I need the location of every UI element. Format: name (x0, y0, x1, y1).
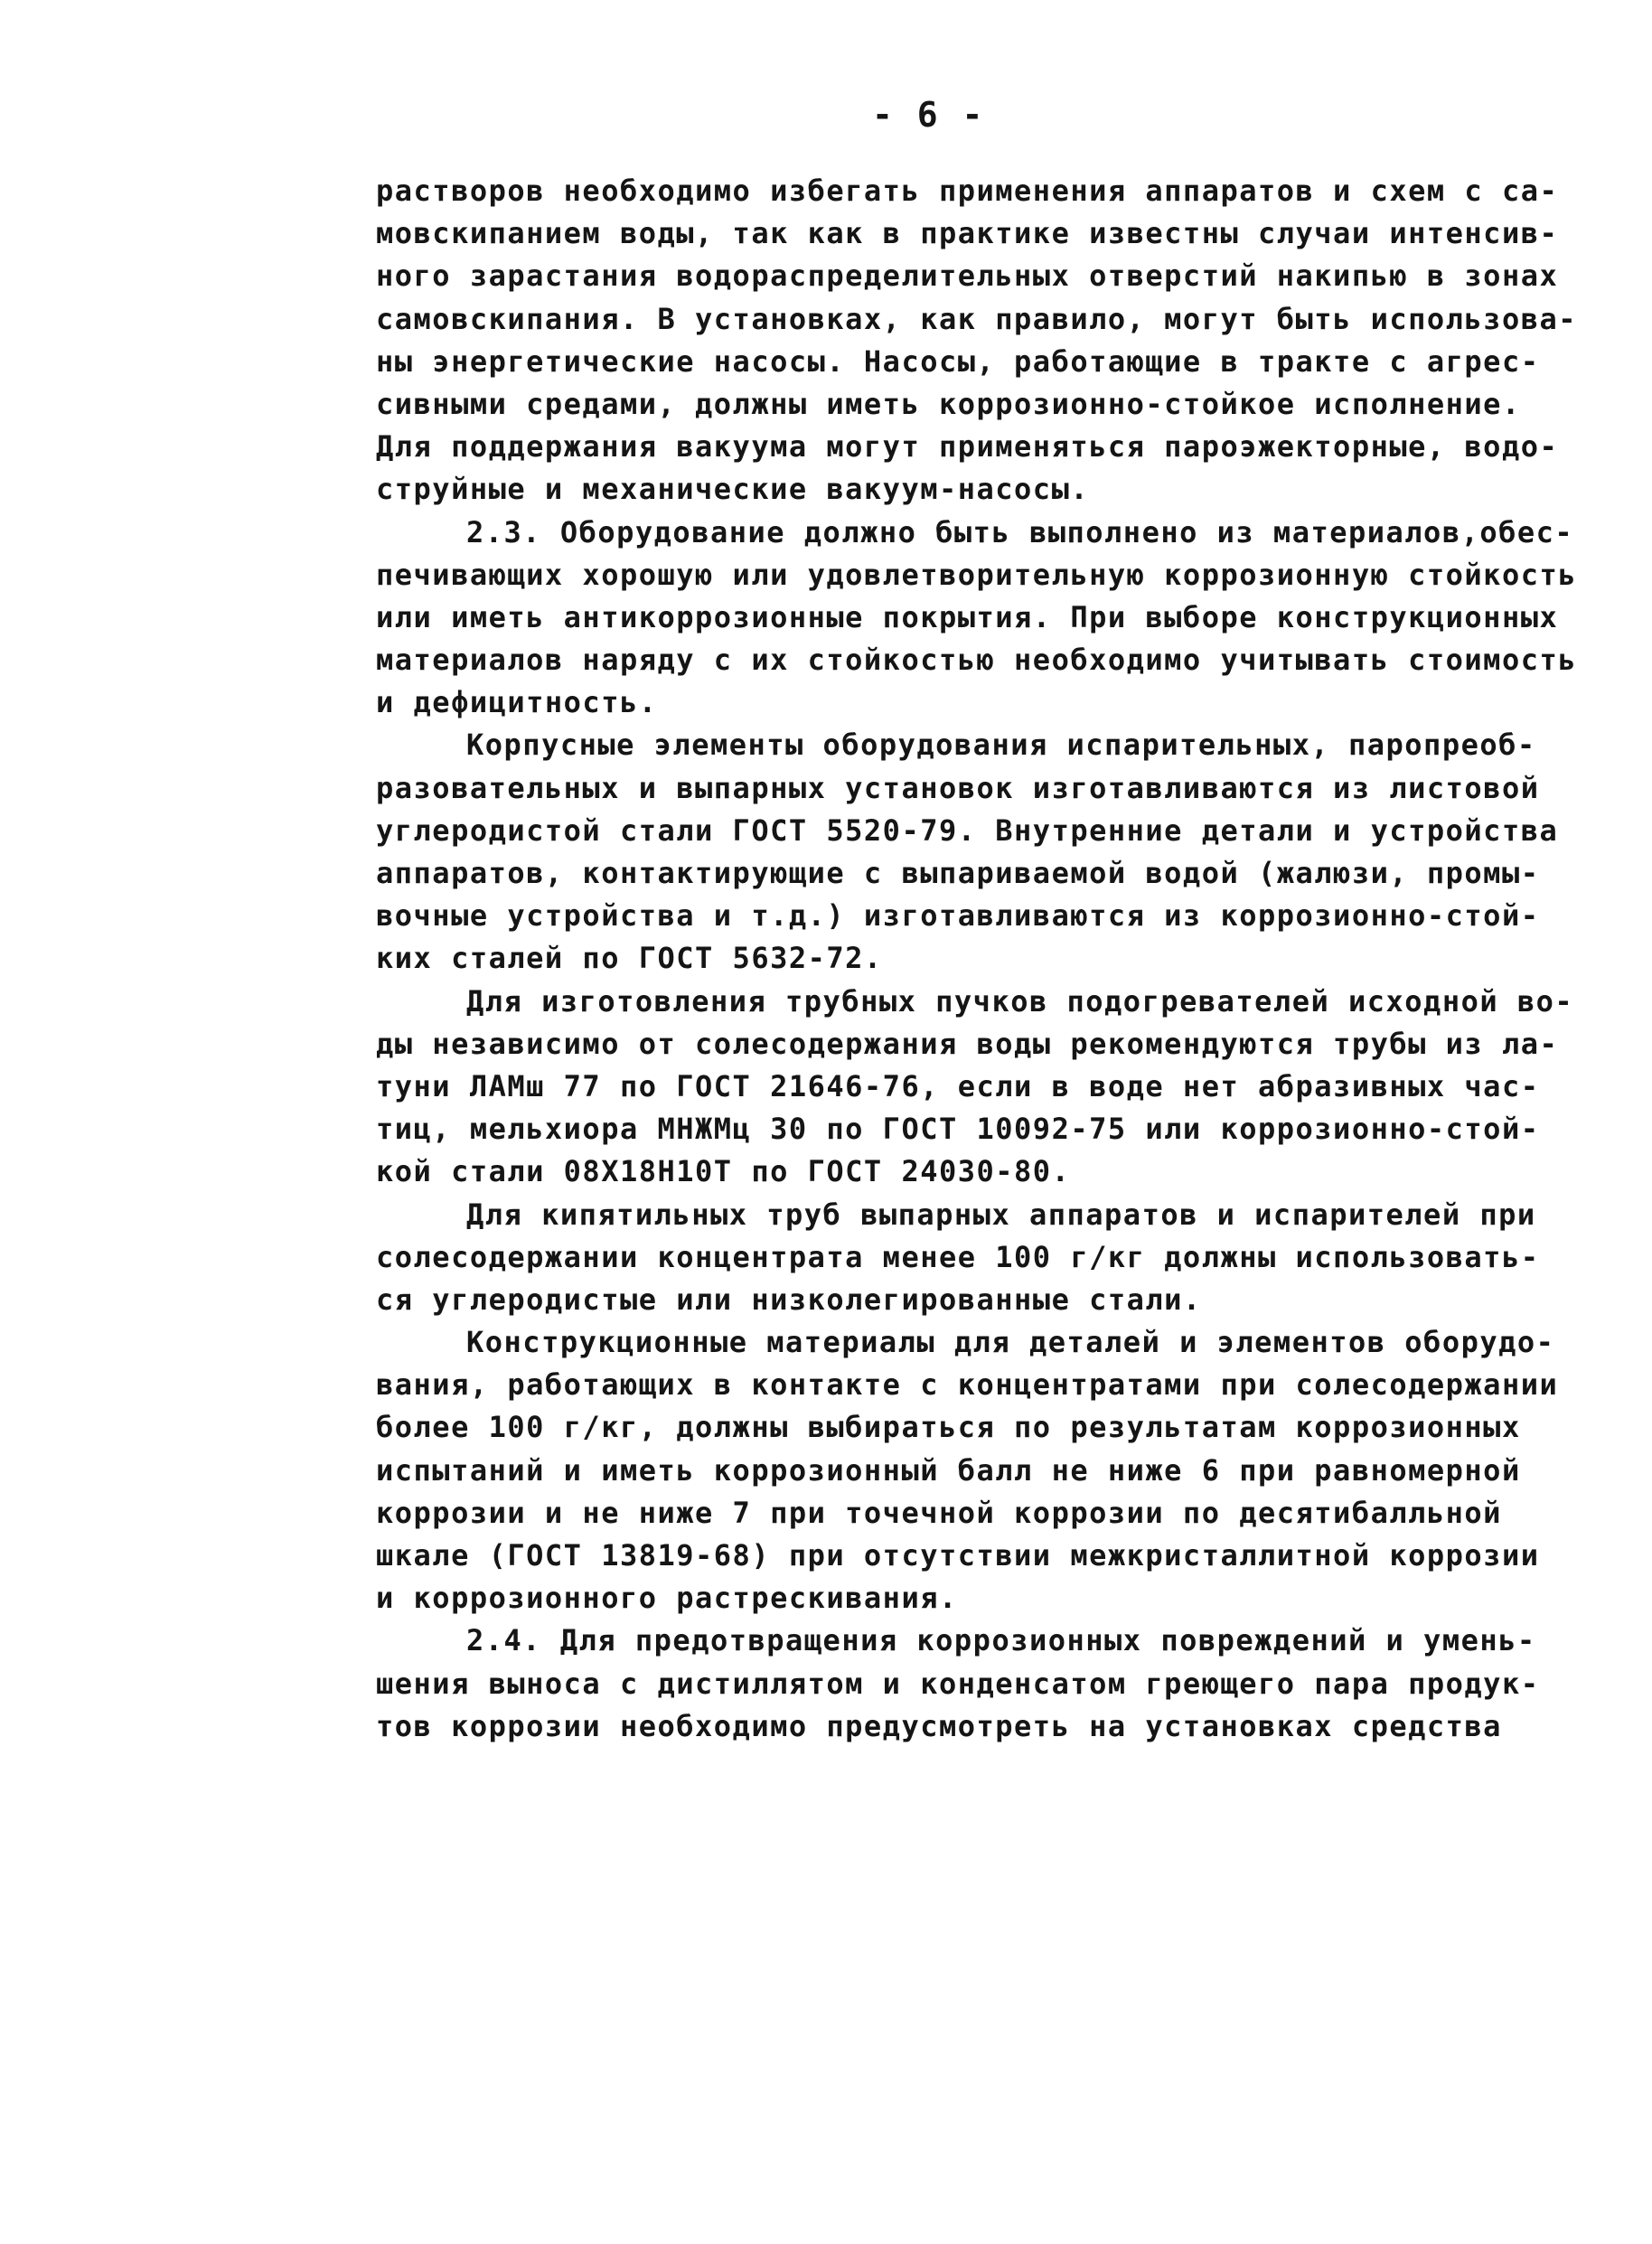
text-line: Корпусные элементы оборудования испарительных, паропреоб- (466, 728, 1536, 763)
text-line: кой стали 08Х18Н10Т по ГОСТ 24030-80. (376, 1154, 1071, 1189)
body-text (376, 170, 1577, 1748)
text-line: ды независимо от солесодержания воды рекомендуются трубы из ла- (376, 1026, 1559, 1061)
text-line: аппаратов, контактирующие с выпариваемой водой (жалюзи, промы- (376, 856, 1540, 890)
text-line: печивающих хорошую или удовлетворительную коррозионную стойкость (376, 557, 1577, 592)
text-line: Для поддержания вакуума могут применяться пароэжекторные, водо- (376, 429, 1559, 465)
text-line: туни ЛАМш 77 по ГОСТ 21646-76, если в воде нет абразивных час- (376, 1068, 1540, 1103)
text-line: или иметь антикоррозионные покрытия. При выборе конструкционных (376, 599, 1559, 634)
text-line: 2.4. Для предотвращения коррозионных повреждений и умень- (466, 1623, 1536, 1658)
text-line: вания, работающих в контакте с концентратами при солесодержании (376, 1367, 1559, 1403)
text-line: сивными средами, должны иметь коррозионно-стойкое исполнение. (376, 386, 1521, 421)
text-line: материалов наряду с их стойкостью необходимо учитывать стоимость (376, 643, 1577, 678)
paragraph (376, 724, 1559, 980)
text-line: испытаний и иметь коррозионный балл не ниже 6 при равномерной (376, 1452, 1521, 1488)
paragraph (376, 1620, 1551, 1748)
text-line: ного зарастания водораспределительных отверстий накипью в зонах (376, 258, 1559, 294)
text-line: Для изготовления трубных пучков подогревателей исходной во- (466, 983, 1574, 1019)
text-line: Для кипятильных труб выпарных аппаратов и испарителей при (466, 1197, 1536, 1232)
text-line: шкале (ГОСТ 13819-68) при отсутствии межкристаллитной коррозии (376, 1538, 1540, 1573)
text-line: более 100 г/кг, должны выбираться по результатам коррозионных (376, 1410, 1521, 1445)
paragraph (376, 1321, 1559, 1620)
text-line: 2.3. Оборудование должно быть выполнено из материалов,обес- (466, 514, 1574, 549)
text-line: углеродистой стали ГОСТ 5520-79. Внутренние детали и устройства (376, 812, 1559, 848)
paragraph (376, 512, 1577, 725)
text-line: самовскипания. В установках, как правило, могут быть использова- (376, 301, 1577, 336)
text-line: коррозии и не ниже 7 при точечной коррозии по десятибалльной (376, 1495, 1502, 1530)
text-line: и дефицитность. (376, 685, 658, 720)
text-line: разовательных и выпарных установок изготавливаются из листовой (376, 770, 1540, 805)
text-line: вочные устройства и т.д.) изготавливаются из коррозионно-стой- (376, 898, 1540, 934)
paragraph (376, 1194, 1551, 1322)
text-line: струйные и механические вакуум-насосы. (376, 472, 1090, 507)
text-line: тов коррозии необходимо предусмотреть на установках средства (376, 1708, 1502, 1743)
text-line: мовскипанием воды, так как в практике известны случаи интенсив- (376, 216, 1559, 251)
text-line: солесодержании концентрата менее 100 г/кг должны использовать- (376, 1239, 1540, 1274)
text-line: и коррозионного растрескивания. (376, 1581, 958, 1616)
text-line: ких сталей по ГОСТ 5632-72. (376, 941, 883, 976)
text-line: Конструкционные материалы для деталей и элементов оборудо- (466, 1325, 1555, 1360)
text-line: ся углеродистые или низколегированные стали. (376, 1282, 1202, 1317)
text-line: ны энергетические насосы. Насосы, работающие в тракте с агрес- (376, 343, 1540, 379)
text-line: тиц, мельхиора МНЖМц 30 по ГОСТ 10092-75 или коррозионно-стой- (376, 1112, 1540, 1147)
paragraph (376, 981, 1574, 1194)
paragraph (376, 170, 1577, 512)
page-number: - 6 - (872, 95, 985, 135)
text-line: шения выноса с дистиллятом и конденсатом греющего пара продук- (376, 1666, 1540, 1701)
text-line: растворов необходимо избегать применения аппаратов и схем с са- (376, 174, 1559, 208)
